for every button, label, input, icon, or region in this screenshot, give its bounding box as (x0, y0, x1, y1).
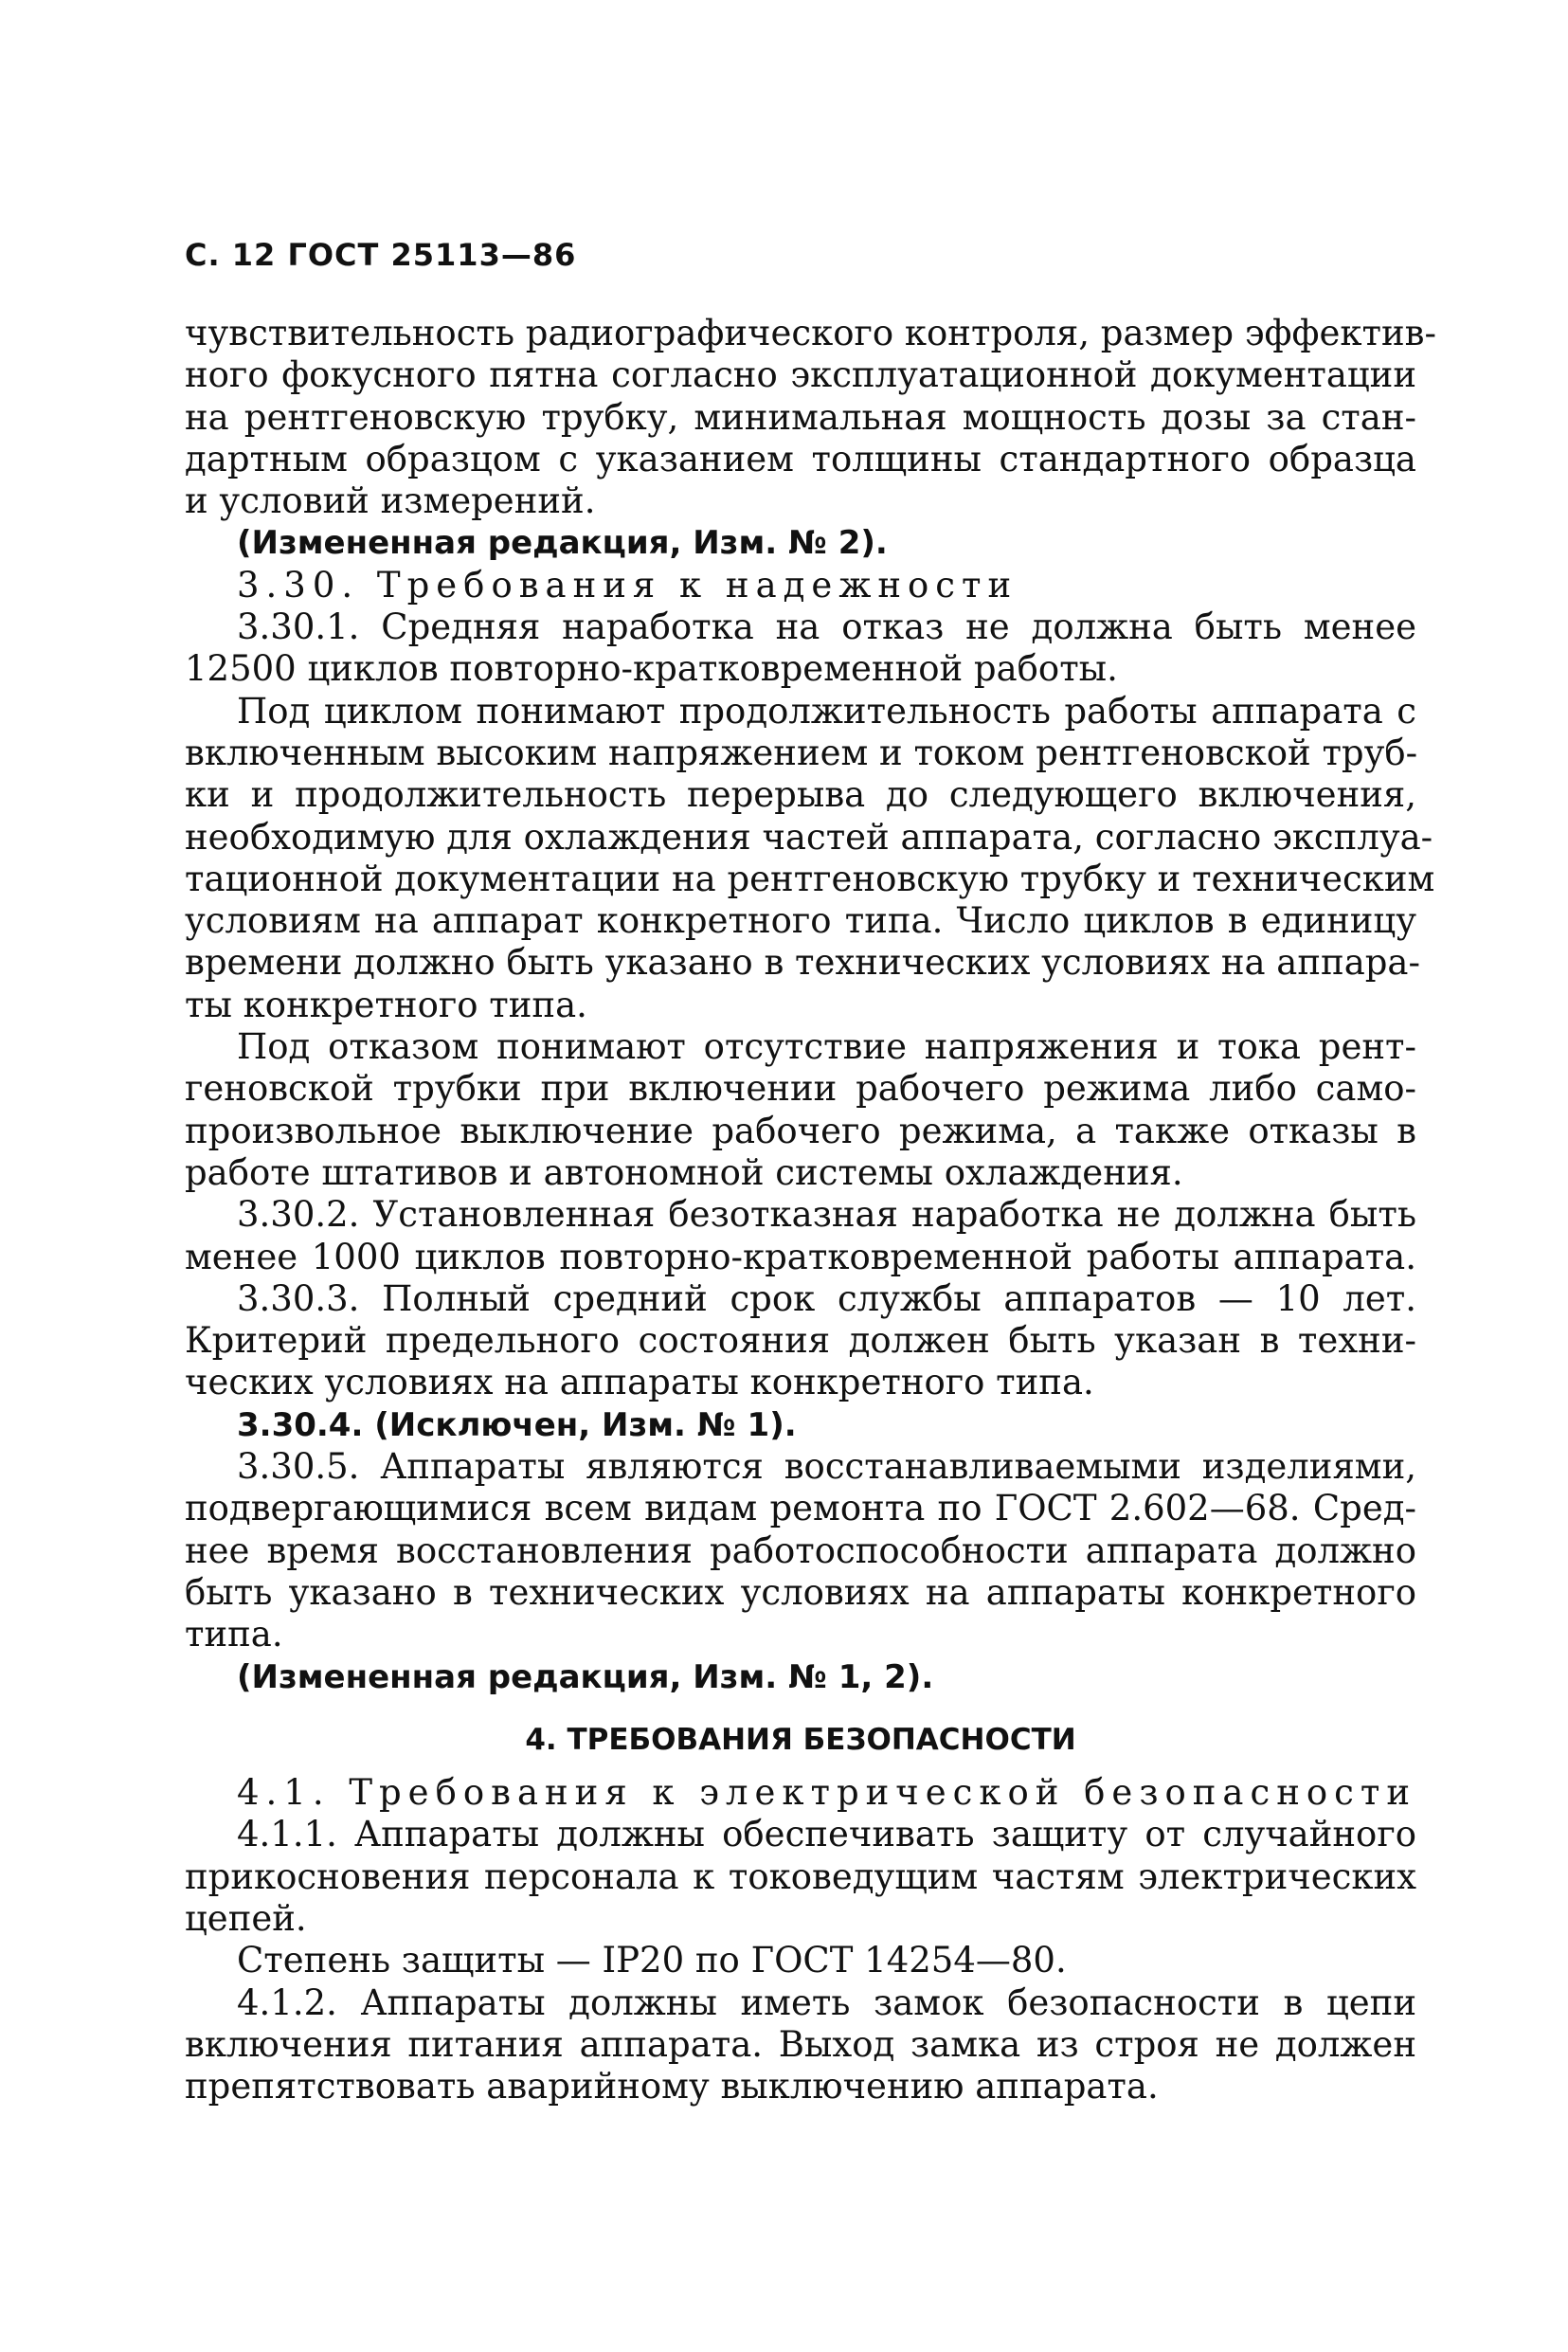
document-body (185, 313, 1436, 2108)
text-line: дартным образцом с указанием толщины стандартного образца (185, 438, 1416, 479)
text-line: геновской трубки при включении рабочего режима либо само- (185, 1068, 1416, 1110)
text-line: типа. (185, 1614, 283, 1655)
text-line: 3.30.5. Аппараты являются восстанавливаемыми изделиями, (237, 1446, 1416, 1488)
text-line: тационной документации на рентгеновскую трубку и техническим (185, 858, 1435, 899)
text-line: чувствительность радиографического контроля, размер эффектив- (185, 313, 1436, 353)
text-line: включенным высоким напряжением и током рентгеновской труб- (185, 732, 1418, 773)
text-line: работе штативов и автономной системы охлаждения. (185, 1151, 1183, 1193)
text-line: необходимую для охлаждения частей аппарата, согласно эксплуа- (185, 816, 1433, 858)
running-header: С. 12 ГОСТ 25113—86 (185, 237, 577, 273)
text-line: Степень защиты — IP20 по ГОСТ 14254—80. (237, 1940, 1067, 1981)
text-line: подвергающимися всем видам ремонта по ГОСТ 2.602—68. Сред- (185, 1488, 1416, 1529)
text-line: препятствовать аварийному выключению аппарата. (185, 2066, 1159, 2108)
text-line: быть указано в технических условиях на аппараты конкретного (185, 1571, 1416, 1613)
text-line: ческих условиях на аппараты конкретного типа. (185, 1362, 1094, 1403)
section-heading: 4. ТРЕБОВАНИЯ БЕЗОПАСНОСТИ (525, 1722, 1076, 1757)
text-line: ного фокусного пятна согласно эксплуатационной документации (185, 354, 1416, 396)
text-line: ки и продолжительность перерыва до следующего включения, (185, 774, 1416, 816)
subsection-heading: 3.30. Требования к надежности (237, 564, 1018, 606)
text-line: на рентгеновскую трубку, минимальная мощность дозы за стан- (185, 396, 1416, 438)
text-line: 3.30.3. Полный средний срок службы аппаратов — 10 лет. (237, 1277, 1416, 1319)
text-line: 4.1.2. Аппараты должны иметь замок безопасности в цепи (237, 1981, 1416, 2023)
text-line: Под циклом понимают продолжительность работы аппарата с (237, 690, 1416, 732)
text-line: менее 1000 циклов повторно-кратковременной работы аппарата. (185, 1236, 1416, 1277)
amendment-note: 3.30.4. (Исключен, Изм. № 1). (237, 1405, 797, 1444)
text-line: условиям на аппарат конкретного типа. Число циклов в единицу (185, 900, 1416, 942)
text-line: 3.30.1. Средняя наработка на отказ не должна быть менее (237, 606, 1416, 648)
amendment-note: (Измененная редакция, Изм. № 2). (237, 524, 888, 563)
text-line: включения питания аппарата. Выход замка из строя не должен (185, 2023, 1416, 2065)
text-line: времени должно быть указано в технических условиях на аппара- (185, 942, 1420, 984)
text-line: прикосновения персонала к токоведущим частям электрических (185, 1855, 1416, 1897)
text-line: и условий измерений. (185, 480, 596, 522)
text-line: 3.30.2. Установленная безотказная наработка не должна быть (237, 1194, 1416, 1236)
text-line: произвольное выключение рабочего режима, а также отказы в (185, 1110, 1416, 1151)
amendment-note: (Измененная редакция, Изм. № 1, 2). (237, 1657, 934, 1696)
text-line: 4.1.1. Аппараты должны обеспечивать защиту от случайного (237, 1814, 1416, 1855)
text-line: цепей. (185, 1897, 307, 1939)
text-line: Критерий предельного состояния должен быть указан в техни- (185, 1320, 1416, 1362)
subsection-heading: 4.1. Требования к электрической безопасности (237, 1772, 1416, 1814)
text-line: Под отказом понимают отсутствие напряжения и тока рент- (237, 1026, 1416, 1068)
text-line: ты конкретного типа. (185, 984, 587, 1025)
text-line: 12500 циклов повторно-кратковременной работы. (185, 648, 1118, 690)
text-line: нее время восстановления работоспособности аппарата должно (185, 1529, 1416, 1571)
